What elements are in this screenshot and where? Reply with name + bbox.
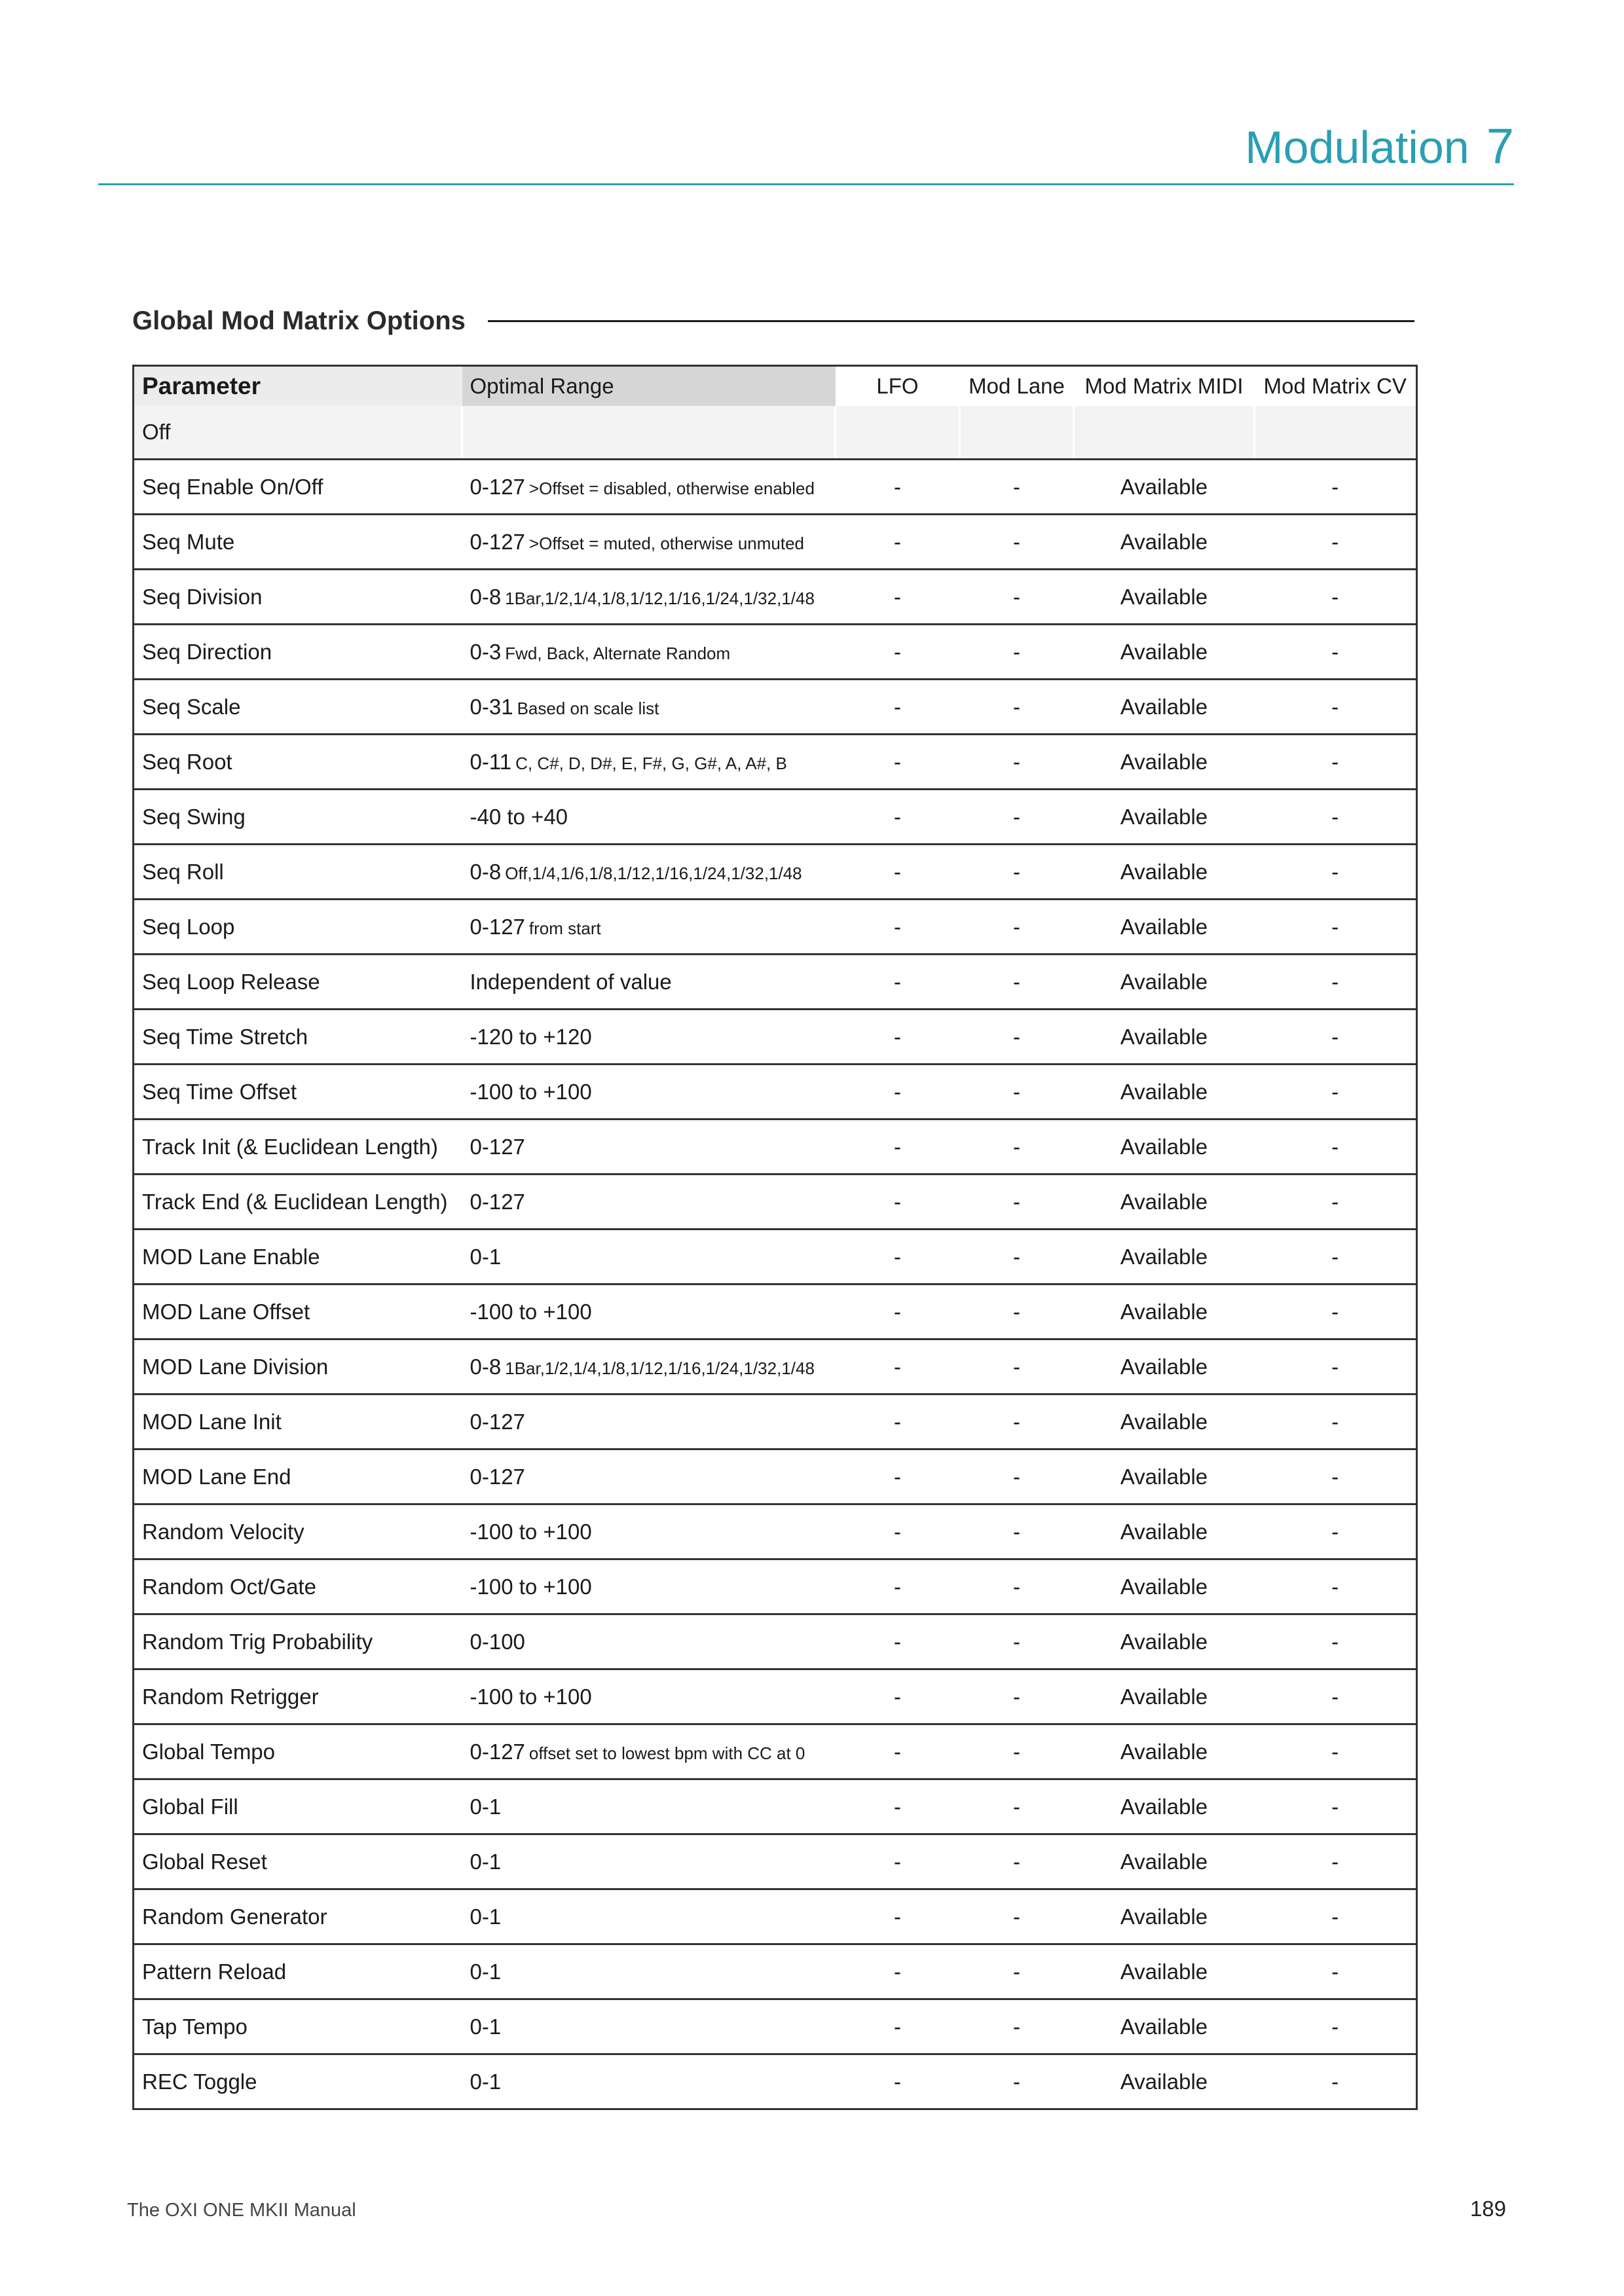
mod-lane-cell: -: [960, 1999, 1074, 2054]
table-row: [134, 1779, 1417, 1834]
mod-matrix-midi-cell: Available: [1074, 1779, 1255, 1834]
table-row: [134, 845, 1417, 900]
mod-matrix-midi-cell: Available: [1074, 845, 1255, 900]
range-value: -40 to +40: [470, 804, 568, 829]
optimal-range-cell: [462, 515, 836, 570]
mod-lane-cell: -: [960, 570, 1074, 625]
optimal-range-cell: [462, 1779, 836, 1834]
optimal-range-cell: [462, 1010, 836, 1065]
table-row: [134, 1230, 1417, 1285]
optimal-range-cell: [462, 625, 836, 680]
range-value: -100 to +100: [470, 1519, 592, 1544]
range-value: 0-8: [470, 859, 502, 884]
mod-matrix-cv-cell: -: [1255, 680, 1417, 735]
footer-manual-title: The OXI ONE MKII Manual: [127, 2200, 356, 2221]
lfo-cell: -: [836, 1230, 960, 1285]
parameter-cell: Track Init (& Euclidean Length): [134, 1120, 462, 1175]
table-row: [134, 460, 1417, 515]
table-row: [134, 1065, 1417, 1120]
lfo-cell: -: [836, 1504, 960, 1559]
mod-lane-cell: -: [960, 1944, 1074, 1999]
lfo-cell: -: [836, 1339, 960, 1394]
parameter-cell: Track End (& Euclidean Length): [134, 1175, 462, 1230]
mod-matrix-cv-cell: -: [1255, 790, 1417, 845]
mod-lane-cell: -: [960, 900, 1074, 955]
table-row: [134, 900, 1417, 955]
optimal-range-cell: [462, 1669, 836, 1724]
mod-matrix-cv-cell: -: [1255, 2054, 1417, 2109]
table-row: [134, 1120, 1417, 1175]
range-note: offset set to lowest bpm with CC at 0: [528, 1743, 805, 1763]
lfo-cell: -: [836, 790, 960, 845]
lfo-cell: -: [836, 845, 960, 900]
table-row: [134, 1285, 1417, 1339]
mod-matrix-midi-cell: Available: [1074, 1175, 1255, 1230]
table-row: [134, 790, 1417, 845]
mod-lane-cell: -: [960, 1339, 1074, 1394]
mod-matrix-midi-cell: Available: [1074, 570, 1255, 625]
mod-matrix-midi-cell: Available: [1074, 1504, 1255, 1559]
range-value: 0-127: [470, 1134, 525, 1159]
parameter-cell: Seq Time Stretch: [134, 1010, 462, 1065]
parameter-cell: MOD Lane End: [134, 1449, 462, 1504]
parameter-cell: Pattern Reload: [134, 1944, 462, 1999]
mod-matrix-midi-cell: Available: [1074, 1120, 1255, 1175]
header-lfo: LFO: [836, 366, 960, 407]
mod-lane-cell: -: [960, 735, 1074, 790]
parameter-cell: Global Tempo: [134, 1724, 462, 1779]
parameter-cell: Random Trig Probability: [134, 1614, 462, 1669]
optimal-range-cell: [462, 1889, 836, 1944]
range-note: Based on scale list: [517, 698, 659, 718]
mod-matrix-cv-cell: -: [1255, 1669, 1417, 1724]
mod-lane-cell: -: [960, 1175, 1074, 1230]
table-row: [134, 1834, 1417, 1889]
mod-matrix-cv-cell: -: [1255, 460, 1417, 515]
parameter-cell: Global Reset: [134, 1834, 462, 1889]
mod-lane-cell: -: [960, 515, 1074, 570]
mod-matrix-midi-cell: Available: [1074, 790, 1255, 845]
mod-lane-cell: -: [960, 1669, 1074, 1724]
lfo-cell: -: [836, 1724, 960, 1779]
optimal-range-cell: [462, 1724, 836, 1779]
range-value: 0-3: [470, 639, 502, 664]
optimal-range-cell: [462, 680, 836, 735]
range-value: 0-11: [470, 749, 512, 774]
range-value: -100 to +100: [470, 1574, 592, 1599]
mod-matrix-midi-cell: Available: [1074, 1614, 1255, 1669]
range-value: 0-31: [470, 694, 513, 719]
off-label: Off: [134, 406, 462, 460]
range-note: Off,1/4,1/6,1/8,1/12,1/16,1/24,1/32,1/48: [505, 863, 802, 883]
lfo-cell: -: [836, 1889, 960, 1944]
mod-matrix-midi-cell: Available: [1074, 515, 1255, 570]
parameter-cell: Seq Mute: [134, 515, 462, 570]
parameter-cell: Seq Division: [134, 570, 462, 625]
range-note: 1Bar,1/2,1/4,1/8,1/12,1/16,1/24,1/32,1/48: [505, 588, 815, 608]
optimal-range-cell: [462, 900, 836, 955]
parameter-cell: Random Velocity: [134, 1504, 462, 1559]
parameter-cell: Seq Loop Release: [134, 955, 462, 1010]
mod-matrix-midi-cell: Available: [1074, 1449, 1255, 1504]
lfo-cell: -: [836, 1614, 960, 1669]
optimal-range-cell: [462, 2054, 836, 2109]
lfo-cell: -: [836, 515, 960, 570]
range-value: 0-1: [470, 1904, 502, 1929]
range-note: 1Bar,1/2,1/4,1/8,1/12,1/16,1/24,1/32,1/48: [505, 1358, 815, 1378]
parameter-cell: Random Retrigger: [134, 1669, 462, 1724]
table-row: [134, 1504, 1417, 1559]
lfo-cell: -: [836, 680, 960, 735]
range-value: 0-8: [470, 584, 502, 609]
table-row: [134, 1669, 1417, 1724]
mod-lane-cell: -: [960, 845, 1074, 900]
mod-matrix-cv-cell: -: [1255, 1339, 1417, 1394]
range-value: -100 to +100: [470, 1079, 592, 1104]
mod-lane-cell: -: [960, 2054, 1074, 2109]
mod-matrix-midi-cell: Available: [1074, 900, 1255, 955]
lfo-cell: -: [836, 1834, 960, 1889]
mod-matrix-cv-cell: -: [1255, 1779, 1417, 1834]
optimal-range-cell: [462, 1285, 836, 1339]
mod-matrix-midi-cell: Available: [1074, 460, 1255, 515]
optimal-range-cell: [462, 1120, 836, 1175]
mod-matrix-cv-cell: -: [1255, 515, 1417, 570]
off-cell: [462, 406, 836, 460]
mod-matrix-midi-cell: Available: [1074, 1724, 1255, 1779]
header-mod-lane: Mod Lane: [960, 366, 1074, 407]
optimal-range-cell: [462, 1394, 836, 1449]
optimal-range-cell: [462, 1175, 836, 1230]
parameter-cell: MOD Lane Offset: [134, 1285, 462, 1339]
lfo-cell: -: [836, 570, 960, 625]
header-mod-matrix-cv: Mod Matrix CV: [1255, 366, 1417, 407]
mod-matrix-midi-cell: Available: [1074, 1944, 1255, 1999]
mod-matrix-cv-cell: -: [1255, 735, 1417, 790]
range-value: 0-1: [470, 1959, 502, 1984]
mod-matrix-cv-cell: -: [1255, 1175, 1417, 1230]
mod-matrix-cv-cell: -: [1255, 1724, 1417, 1779]
mod-matrix-midi-cell: Available: [1074, 1230, 1255, 1285]
table-row: [134, 1175, 1417, 1230]
mod-matrix-midi-cell: Available: [1074, 1339, 1255, 1394]
mod-lane-cell: -: [960, 1449, 1074, 1504]
mod-lane-cell: -: [960, 1010, 1074, 1065]
range-value: 0-1: [470, 2014, 502, 2039]
mod-matrix-midi-cell: Available: [1074, 1999, 1255, 2054]
lfo-cell: -: [836, 1120, 960, 1175]
mod-matrix-cv-cell: -: [1255, 625, 1417, 680]
range-value: 0-127: [470, 914, 525, 939]
chapter-number: 7: [1486, 118, 1514, 174]
range-note: C, C#, D, D#, E, F#, G, G#, A, A#, B: [515, 753, 787, 773]
parameter-cell: Seq Loop: [134, 900, 462, 955]
mod-matrix-cv-cell: -: [1255, 1889, 1417, 1944]
table-row: [134, 1339, 1417, 1394]
table-row: [134, 1394, 1417, 1449]
lfo-cell: -: [836, 1559, 960, 1614]
lfo-cell: -: [836, 1010, 960, 1065]
mod-matrix-cv-cell: -: [1255, 1394, 1417, 1449]
parameter-cell: Global Fill: [134, 1779, 462, 1834]
optimal-range-cell: [462, 1504, 836, 1559]
optimal-range-cell: [462, 460, 836, 515]
table-row: [134, 735, 1417, 790]
section-divider: [488, 320, 1414, 322]
range-note: >Offset = muted, otherwise unmuted: [528, 533, 804, 553]
range-value: 0-127: [470, 1739, 525, 1764]
lfo-cell: -: [836, 1065, 960, 1120]
mod-lane-cell: -: [960, 1724, 1074, 1779]
chapter-rule: [98, 183, 1514, 185]
parameter-cell: Seq Scale: [134, 680, 462, 735]
header-parameter: Parameter: [134, 366, 462, 407]
lfo-cell: -: [836, 1449, 960, 1504]
mod-lane-cell: -: [960, 790, 1074, 845]
parameter-cell: Seq Roll: [134, 845, 462, 900]
lfo-cell: -: [836, 1999, 960, 2054]
lfo-cell: -: [836, 1944, 960, 1999]
mod-matrix-midi-cell: Available: [1074, 1394, 1255, 1449]
parameter-cell: Seq Time Offset: [134, 1065, 462, 1120]
lfo-cell: -: [836, 2054, 960, 2109]
table-row: [134, 1724, 1417, 1779]
lfo-cell: -: [836, 955, 960, 1010]
mod-matrix-cv-cell: -: [1255, 1065, 1417, 1120]
mod-matrix-midi-cell: Available: [1074, 1669, 1255, 1724]
mod-matrix-cv-cell: -: [1255, 1285, 1417, 1339]
range-value: 0-127: [470, 1464, 525, 1489]
mod-matrix-midi-cell: Available: [1074, 2054, 1255, 2109]
lfo-cell: -: [836, 1779, 960, 1834]
lfo-cell: -: [836, 735, 960, 790]
mod-lane-cell: -: [960, 1614, 1074, 1669]
mod-lane-cell: -: [960, 955, 1074, 1010]
parameter-cell: Seq Root: [134, 735, 462, 790]
table-row: [134, 1999, 1417, 2054]
range-value: 0-1: [470, 2069, 502, 2094]
mod-matrix-cv-cell: -: [1255, 1010, 1417, 1065]
mod-matrix-cv-cell: -: [1255, 900, 1417, 955]
optimal-range-cell: [462, 1065, 836, 1120]
mod-matrix-cv-cell: -: [1255, 845, 1417, 900]
mod-matrix-midi-cell: Available: [1074, 1559, 1255, 1614]
optimal-range-cell: [462, 1449, 836, 1504]
mod-matrix-midi-cell: Available: [1074, 680, 1255, 735]
mod-lane-cell: -: [960, 1065, 1074, 1120]
optimal-range-cell: [462, 1614, 836, 1669]
mod-lane-cell: -: [960, 1230, 1074, 1285]
table-header-row: [134, 366, 1417, 407]
range-value: 0-127: [470, 1409, 525, 1434]
off-cell: [1255, 406, 1417, 460]
mod-matrix-midi-cell: Available: [1074, 955, 1255, 1010]
table-row: [134, 625, 1417, 680]
mod-matrix-midi-cell: Available: [1074, 625, 1255, 680]
optimal-range-cell: [462, 735, 836, 790]
mod-lane-cell: -: [960, 1834, 1074, 1889]
optimal-range-cell: [462, 1339, 836, 1394]
mod-matrix-cv-cell: -: [1255, 1614, 1417, 1669]
mod-matrix-midi-cell: Available: [1074, 735, 1255, 790]
parameter-cell: MOD Lane Init: [134, 1394, 462, 1449]
mod-matrix-midi-cell: Available: [1074, 1834, 1255, 1889]
range-value: 0-1: [470, 1794, 502, 1819]
mod-matrix-cv-cell: -: [1255, 570, 1417, 625]
range-value: 0-127: [470, 529, 525, 554]
footer-page-number: 189: [1469, 2196, 1506, 2221]
table-row: [134, 955, 1417, 1010]
mod-lane-cell: -: [960, 460, 1074, 515]
header-mod-matrix-midi: Mod Matrix MIDI: [1074, 366, 1255, 407]
optimal-range-cell: [462, 1944, 836, 1999]
parameter-cell: Random Oct/Gate: [134, 1559, 462, 1614]
parameter-cell: MOD Lane Division: [134, 1339, 462, 1394]
chapter-title: Modulation: [1245, 122, 1469, 173]
mod-lane-cell: -: [960, 1559, 1074, 1614]
range-value: -100 to +100: [470, 1684, 592, 1709]
off-cell: [836, 406, 960, 460]
optimal-range-cell: [462, 570, 836, 625]
table-row: [134, 1889, 1417, 1944]
mod-matrix-midi-cell: Available: [1074, 1285, 1255, 1339]
mod-lane-cell: -: [960, 1285, 1074, 1339]
mod-lane-cell: -: [960, 625, 1074, 680]
lfo-cell: -: [836, 1175, 960, 1230]
range-value: 0-1: [470, 1244, 502, 1269]
mod-matrix-cv-cell: -: [1255, 1230, 1417, 1285]
section-title: Global Mod Matrix Options: [132, 306, 466, 335]
table-row: [134, 1559, 1417, 1614]
range-value: 0-1: [470, 1849, 502, 1874]
table-row: [134, 1614, 1417, 1669]
mod-matrix-cv-cell: -: [1255, 1834, 1417, 1889]
parameter-cell: Seq Enable On/Off: [134, 460, 462, 515]
header-optimal-range: Optimal Range: [462, 366, 836, 407]
lfo-cell: -: [836, 1285, 960, 1339]
lfo-cell: -: [836, 625, 960, 680]
mod-matrix-cv-cell: -: [1255, 1449, 1417, 1504]
mod-lane-cell: -: [960, 1120, 1074, 1175]
lfo-cell: -: [836, 460, 960, 515]
optimal-range-cell: [462, 1559, 836, 1614]
range-value: 0-100: [470, 1629, 525, 1654]
mod-matrix-cv-cell: -: [1255, 1504, 1417, 1559]
mod-lane-cell: -: [960, 680, 1074, 735]
range-note: >Offset = disabled, otherwise enabled: [528, 478, 815, 498]
table-row: [134, 515, 1417, 570]
mod-matrix-cv-cell: -: [1255, 955, 1417, 1010]
range-value: 0-127: [470, 1189, 525, 1214]
parameter-cell: MOD Lane Enable: [134, 1230, 462, 1285]
optimal-range-cell: [462, 1834, 836, 1889]
mod-lane-cell: -: [960, 1889, 1074, 1944]
optimal-range-cell: [462, 955, 836, 1010]
mod-lane-cell: -: [960, 1394, 1074, 1449]
section-header: [132, 301, 1414, 340]
table-row: [134, 1010, 1417, 1065]
range-value: -120 to +120: [470, 1024, 592, 1049]
range-note: from start: [528, 918, 601, 938]
range-note: Fwd, Back, Alternate Random: [505, 643, 731, 663]
table-row: [134, 570, 1417, 625]
optimal-range-cell: [462, 1230, 836, 1285]
lfo-cell: -: [836, 1394, 960, 1449]
mod-matrix-midi-cell: Available: [1074, 1010, 1255, 1065]
optimal-range-cell: [462, 1999, 836, 2054]
lfo-cell: -: [836, 900, 960, 955]
mod-matrix-options-table: [132, 365, 1418, 2110]
range-value: Independent of value: [470, 969, 672, 994]
mod-matrix-cv-cell: -: [1255, 1944, 1417, 1999]
mod-matrix-midi-cell: Available: [1074, 1065, 1255, 1120]
mod-matrix-cv-cell: -: [1255, 1999, 1417, 2054]
mod-lane-cell: -: [960, 1779, 1074, 1834]
parameter-cell: REC Toggle: [134, 2054, 462, 2109]
range-value: -100 to +100: [470, 1299, 592, 1324]
range-value: 0-8: [470, 1354, 502, 1379]
table-row-off: [134, 406, 1417, 460]
table-row: [134, 680, 1417, 735]
mod-lane-cell: -: [960, 1504, 1074, 1559]
parameter-cell: Seq Swing: [134, 790, 462, 845]
parameter-cell: Tap Tempo: [134, 1999, 462, 2054]
table-row: [134, 1449, 1417, 1504]
table-row: [134, 2054, 1417, 2109]
off-cell: [960, 406, 1074, 460]
mod-matrix-cv-cell: -: [1255, 1559, 1417, 1614]
mod-matrix-cv-cell: -: [1255, 1120, 1417, 1175]
parameter-cell: Random Generator: [134, 1889, 462, 1944]
optimal-range-cell: [462, 845, 836, 900]
range-value: 0-127: [470, 474, 525, 499]
parameter-cell: Seq Direction: [134, 625, 462, 680]
mod-matrix-midi-cell: Available: [1074, 1889, 1255, 1944]
optimal-range-cell: [462, 790, 836, 845]
table-row: [134, 1944, 1417, 1999]
chapter-heading: [1245, 118, 1514, 175]
lfo-cell: -: [836, 1669, 960, 1724]
off-cell: [1074, 406, 1255, 460]
